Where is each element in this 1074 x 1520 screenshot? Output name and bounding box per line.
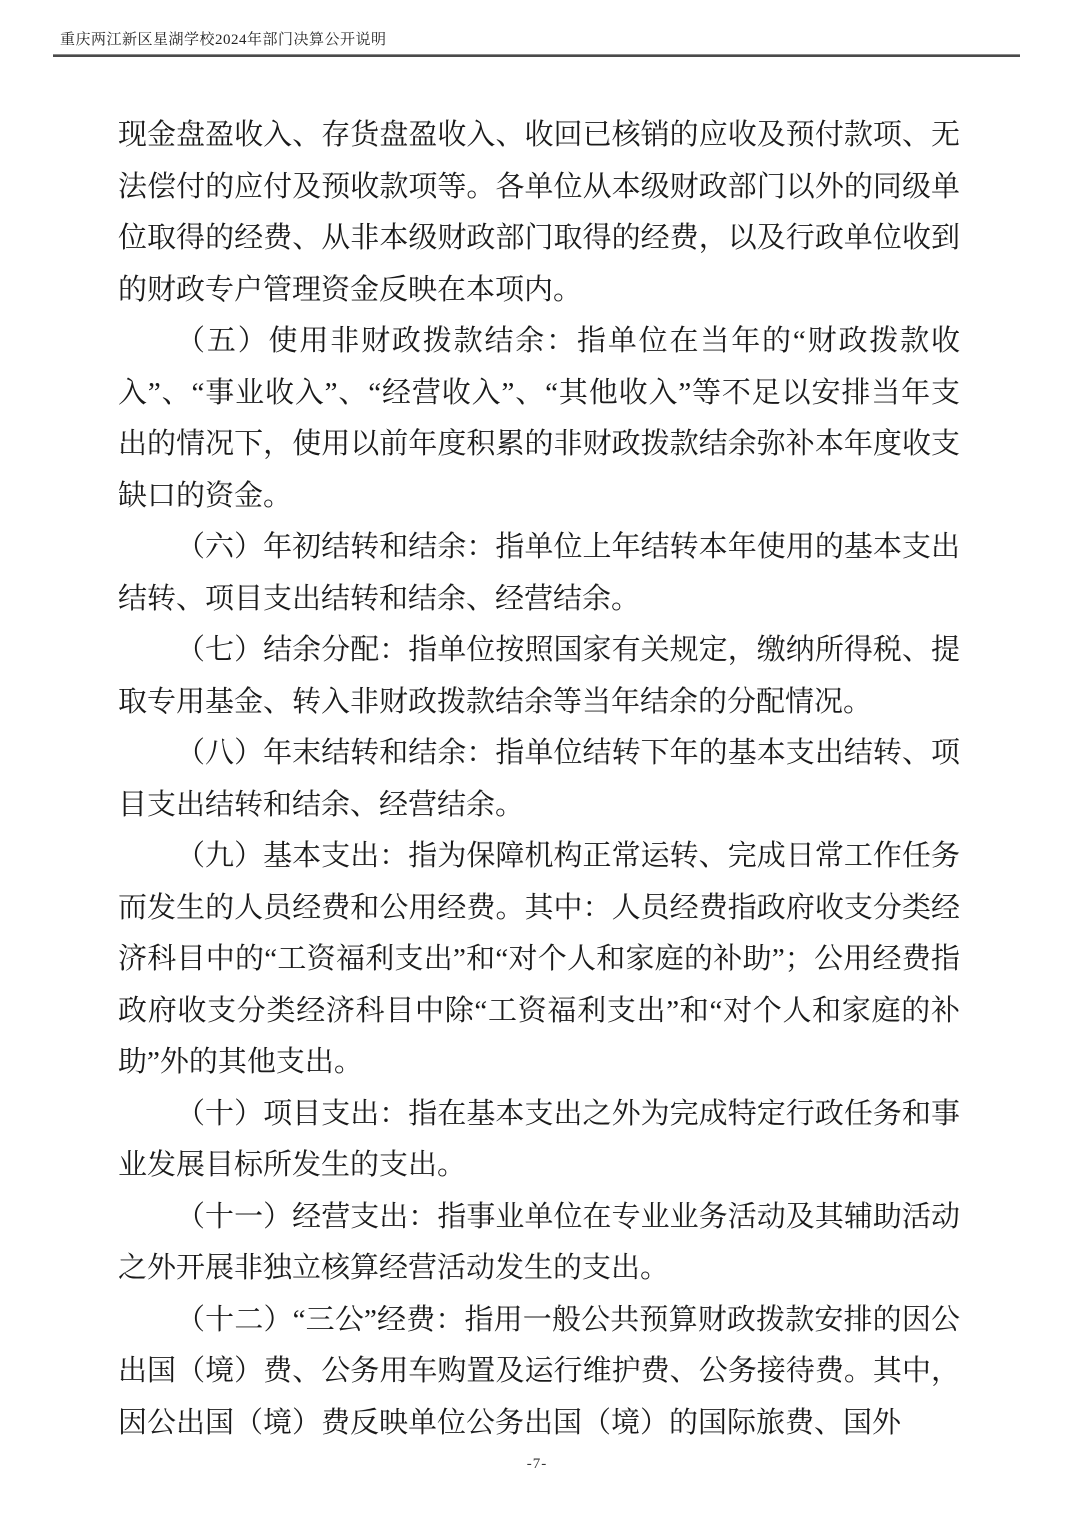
- paragraph: 现金盘盈收入、存货盘盈收入、收回已核销的应收及预付款项、无法偿付的应付及预收款项等。各单位从本级财政部门以外的同级单位取得的经费、从非本级财政部门取得的经费，以及行政单位收到的财政专户管理资金反映在本项内。: [118, 119, 960, 306]
- page-number: -7-: [526, 1456, 548, 1472]
- paragraph: （九）基本支出：指为保障机构正常运转、完成日常工作任务而发生的人员经费和公用经费。其中：人员经费指政府收支分类经济科目中的“工资福利支出”和“对个人和家庭的补助”；公用经费指政府收支分类经济科目中除“工资福利支出”和“对个人和家庭的补助”外的其他支出。: [118, 840, 960, 1078]
- paragraph: （八）年末结转和结余：指单位结转下年的基本支出结转、项目支出结转和结余、经营结余。: [118, 737, 960, 821]
- paragraph: （十）项目支出：指在基本支出之外为完成特定行政任务和事业发展目标所发生的支出。: [118, 1097, 960, 1181]
- document-body: [118, 110, 960, 1449]
- paragraph: （十二）“三公”经费：指用一般公共预算财政拨款安排的因公出国（境）费、公务用车购置及运行维护费、公务接待费。其中，因公出国（境）费反映单位公务出国（境）的国际旅费、国外: [118, 1303, 960, 1439]
- header-rule: [53, 54, 1020, 57]
- paragraph: （六）年初结转和结余：指单位上年结转本年使用的基本支出结转、项目支出结转和结余、经营结余。: [118, 531, 960, 615]
- paragraph: （七）结余分配：指单位按照国家有关规定，缴纳所得税、提取专用基金、转入非财政拨款结余等当年结余的分配情况。: [118, 634, 960, 718]
- paragraph: （十一）经营支出：指事业单位在专业业务活动及其辅助活动之外开展非独立核算经营活动发生的支出。: [118, 1200, 960, 1284]
- page-header-title: 重庆两江新区星湖学校2024年部门决算公开说明: [60, 32, 387, 48]
- paragraph: （五）使用非财政拨款结余：指单位在当年的“财政拨款收入”、“事业收入”、“经营收入”、“其他收入”等不足以安排当年支出的情况下，使用以前年度积累的非财政拨款结余弥补本年度收支缺口的资金。: [118, 325, 960, 512]
